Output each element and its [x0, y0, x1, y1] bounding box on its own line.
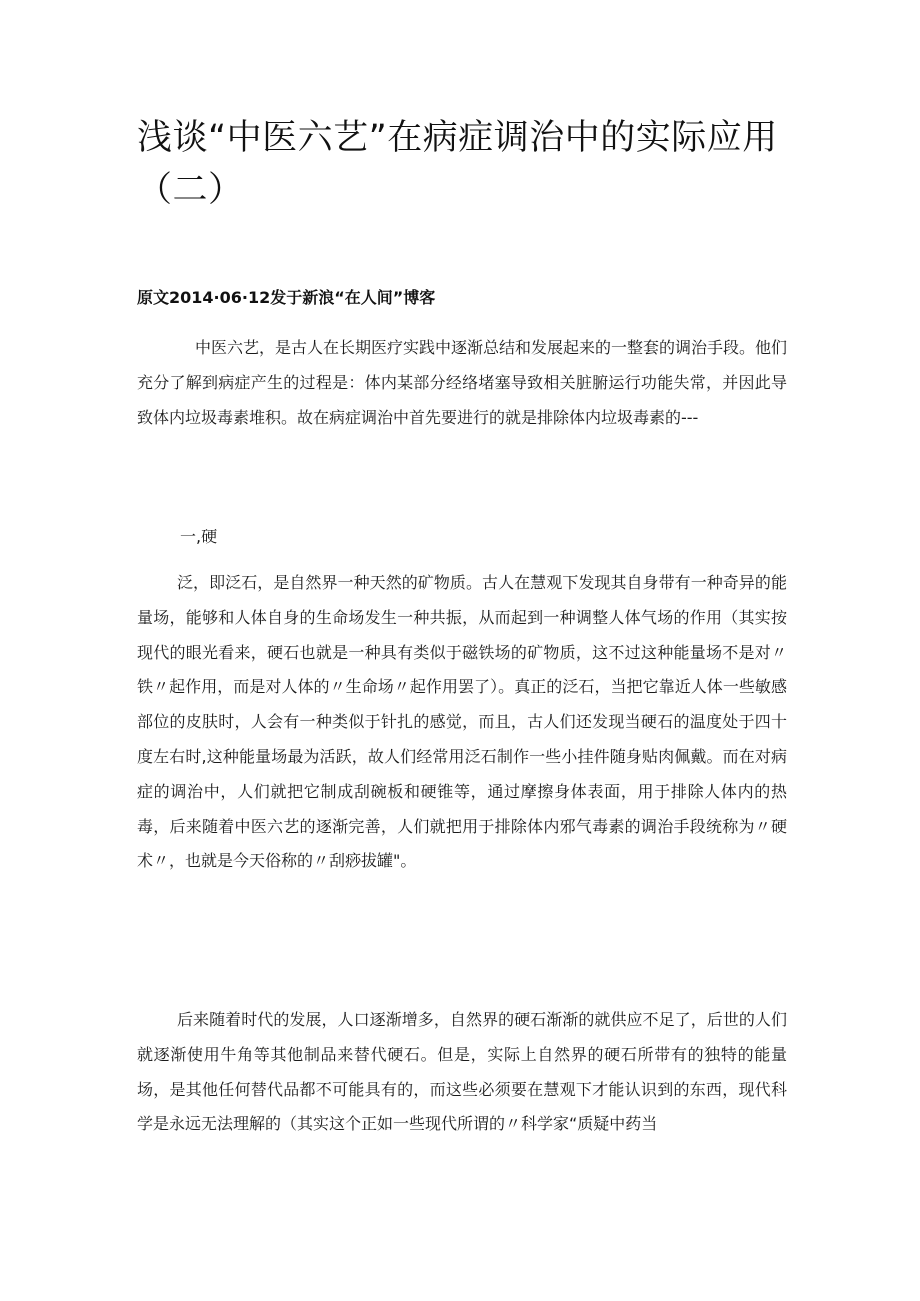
- document-title: 浅谈“中医六艺”在病症调治中的实际应用（二）: [137, 118, 778, 210]
- section-continued-paragraph: 后来随着时代的发展，人口逐渐增多，自然界的硬石渐渐的就供应不足了，后世的人们就逐渐使用牛角等其他制品来替代硬石。但是，实际上自然界的硬石所带有的独特的能量场，是其他任何替代品都不可能具有的，而这些必须要在慧观下才能认识到的东西，现代科学是永远无法理解的（其实这个正如一些现代所谓的〃科学家“质疑中药当: [137, 1010, 787, 1134]
- intro-paragraph: 中医六艺，是古人在长期医疗实践中逐渐总结和发展起来的一整套的调治手段。他们充分了解到病症产生的过程是：体内某部分经络堵塞导致相关脏腑运行功能失常，并因此导致体内垃圾毒素堆积。故在病症调治中首先要进行的就是排除体内垃圾毒素的---: [137, 338, 788, 427]
- source-line: 原文2014·06·12发于新浪“在人间”博客: [137, 288, 436, 307]
- section-body-paragraph: 泛，即泛石，是自然界一种天然的矿物质。古人在慧观下发现其自身带有一种奇异的能量场，能够和人体自身的生命场发生一种共振，从而起到一种调整人体气场的作用（其实按现代的眼光看来，硬石也就是一种具有类似于磁铁场的矿物质，这不过这种能量场不是对〃铁〃起作用，而是对人体的〃生命场〃起作用罢了）。真正的泛石，当把它靠近人体一些敏感部位的皮肤时，人会有一种类似于针扎的感觉，而且，古人们还发现当硬石的温度处于四十度左右时,这种能量场最为活跃，故人们经常用泛石制作一些小挂件随身贴肉佩戴。而在对病症的调治中，人们就把它制成刮碗板和硬锥等，通过摩擦身体表面，用于排除人体内的热毒，后来随着中医六艺的逐渐完善，人们就把用于排除体内邪气毒素的调治手段统称为〃硬术〃，也就是今天俗称的〃刮痧拔罐"。: [137, 573, 787, 871]
- section-heading-hard-stone: 一,硬: [180, 527, 218, 546]
